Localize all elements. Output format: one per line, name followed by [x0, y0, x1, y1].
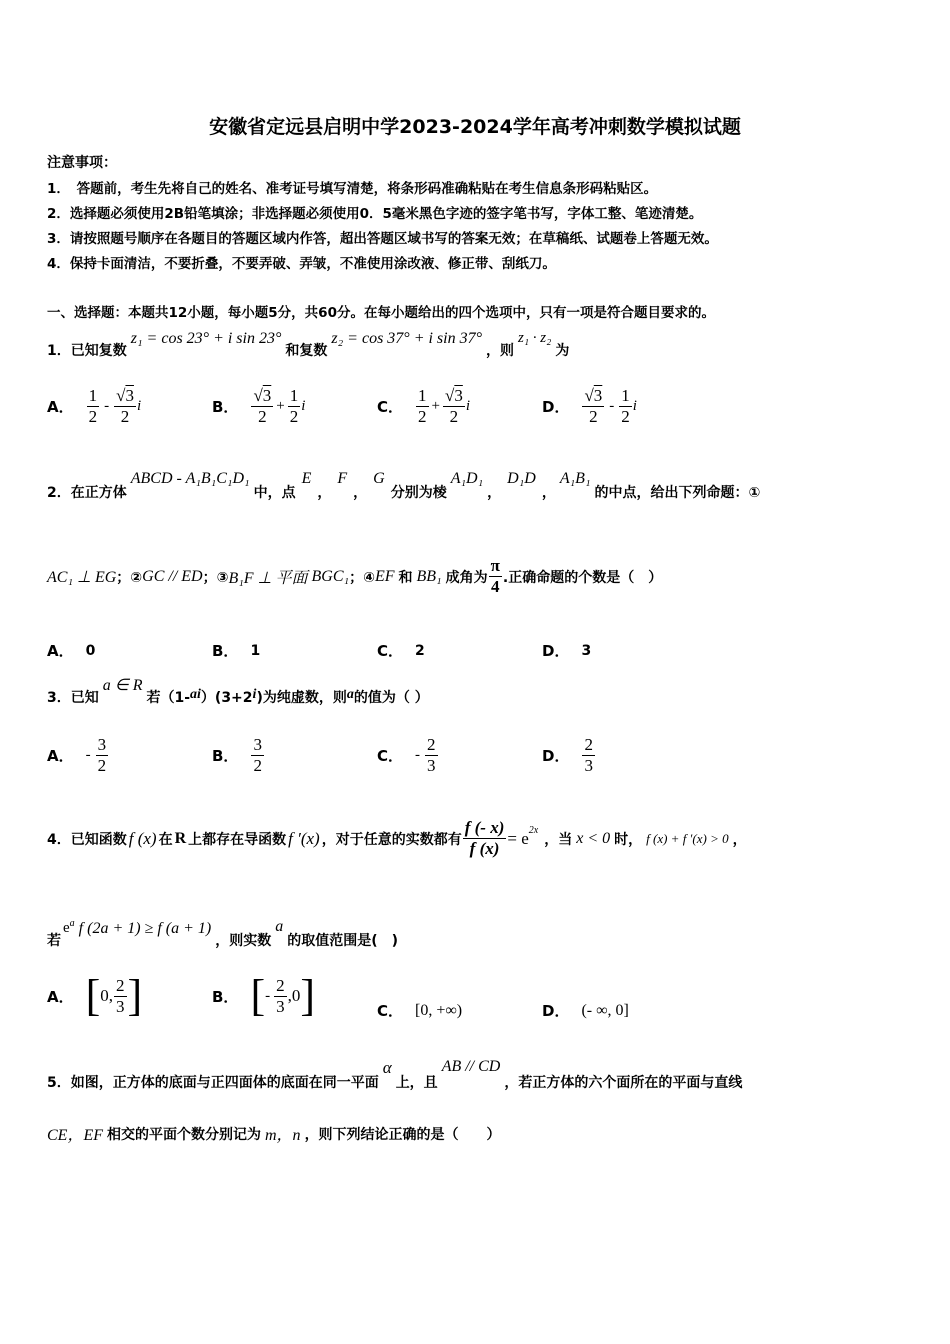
q3-option-a[interactable]	[47, 735, 109, 776]
notice-item: 4．保持卡面清洁，不要折叠，不要弄破、弄皱，不准使用涂改液、修正带、刮纸刀。	[47, 256, 556, 272]
numerator: 2	[116, 975, 125, 995]
section-heading: 一、选择题：本题共12小题，每小题5分，共60分。在每小题给出的四个选项中，只有一项是符合题目要求的。	[47, 305, 715, 321]
left-bracket: [	[85, 971, 101, 1020]
q3-ai: ai	[190, 687, 201, 702]
q2-tail: .正确命题的个数是（ ）	[502, 569, 663, 586]
question-3	[47, 675, 429, 707]
q4-stem: 在	[158, 831, 173, 848]
option-value: 2	[415, 642, 425, 659]
option-label: B．	[212, 642, 239, 660]
q2-prop-4-mid: 和	[398, 569, 413, 586]
q5-stem: ，若正方体的六个面所在的平面与直线	[504, 1075, 743, 1091]
q3-stem: ）(3+2	[200, 690, 253, 706]
q4-real-set: R	[174, 829, 187, 847]
q2-edge: D₁D	[507, 470, 536, 487]
denominator: 3	[584, 756, 593, 775]
option-label: D．	[542, 398, 570, 416]
q5-plane-alpha: α	[382, 1058, 392, 1077]
q4-equals-e: = e	[507, 828, 529, 848]
q4-stem: 4．已知函数	[47, 831, 127, 848]
option-label: D．	[542, 1002, 570, 1020]
q2-stem: 中，点	[253, 485, 296, 501]
q3-i: i	[252, 687, 257, 702]
option-label: C．	[377, 642, 404, 660]
q1-stem: 1．已知复数	[47, 343, 127, 359]
option-label: A．	[47, 987, 74, 1006]
question-2: 2．在正方体 ABCD - A₁B₁C₁D₁ 中，点 E ， F ， G 分别为棱 A₁D₁ ， D₁D ， A₁B₁ 的中点，给出下列命题：①	[47, 470, 761, 501]
option-label: D．	[542, 747, 570, 765]
q4-option-a[interactable]	[47, 971, 143, 1020]
q5-lines: CE，EF	[47, 1127, 103, 1144]
q1-option-b[interactable]: B． $\frac{√3}{2}$ + $\frac{1}{2}$ i	[212, 386, 306, 426]
q2-edge: A₁D₁	[450, 470, 484, 487]
option-label: C．	[377, 398, 404, 416]
notice-item: 2．选择题必须使用2B铅笔填涂；非选择题必须使用0．5毫米黑色字迹的签字笔书写，字体工整、笔迹清楚。	[47, 206, 703, 222]
q2-prop-3: B₁F ⊥ 平面	[228, 570, 308, 587]
q2-prop-2: GC // ED	[142, 567, 203, 585]
option-label: B．	[212, 747, 239, 765]
q1-z1: z₁ = cos 23° + i sin 23°	[130, 330, 282, 347]
minus-sign: -	[415, 747, 421, 763]
option-label: A．	[47, 398, 74, 416]
q5-stem: ，则下列结论正确的是（ ）	[304, 1126, 501, 1143]
q4-frac-num: f (- x)	[464, 818, 505, 837]
q5-parallel: AB // CD	[441, 1058, 501, 1075]
q3-condition: a ∈ R	[102, 677, 143, 694]
q2-option-c[interactable]	[377, 640, 425, 661]
q2-stem: 分别为棱	[390, 485, 447, 501]
denominator: 3	[276, 996, 285, 1016]
option-value: 0	[85, 642, 96, 659]
numerator: 3	[97, 735, 107, 754]
q3-stem: 若（1-	[146, 690, 191, 706]
option-label: A．	[47, 747, 74, 765]
denominator: 3	[116, 996, 125, 1016]
option-label: A．	[47, 642, 74, 660]
left-bracket: [	[250, 971, 266, 1020]
q1-stem-end: ，则	[486, 343, 514, 359]
q5-stem: 5．如图，正方体的底面与正四面体的底面在同一平面	[47, 1075, 379, 1091]
q3-a: a	[346, 687, 354, 702]
q4-inequality-2: f (2a + 1) ≥ f (a + 1)	[78, 920, 212, 937]
q4-fx: f (x)	[128, 828, 157, 848]
q4-option-b[interactable]	[212, 971, 315, 1020]
question-4	[47, 818, 747, 859]
q2-option-d[interactable]	[542, 640, 591, 661]
interval-end: ,0	[287, 986, 301, 1005]
q4-stem: 若	[47, 933, 61, 949]
interval-start: 0,	[100, 986, 114, 1005]
q2-option-a[interactable]	[47, 640, 95, 661]
q1-stem-mid: 和复数	[285, 343, 328, 359]
pi-denominator: 4	[491, 577, 500, 596]
q4-stem: ，对于任意的实数都有	[321, 831, 462, 848]
q4-stem: 的取值范围是( )	[287, 933, 399, 949]
page-title: 安徽省定远县启明中学2023-2024学年高考冲刺数学模拟试题	[209, 116, 741, 138]
option-label: D．	[542, 642, 570, 660]
q4-stem: 时，	[614, 831, 643, 848]
q2-sep: ；②	[116, 569, 143, 586]
numerator: 2	[584, 735, 593, 754]
numerator: 2	[276, 975, 285, 995]
right-bracket: ]	[127, 971, 143, 1020]
q3-option-b[interactable]	[212, 735, 265, 776]
interval: (- ∞, 0]	[581, 1001, 629, 1019]
q3-stem: 的值为（ ）	[353, 690, 429, 706]
q4-option-d[interactable]	[542, 1000, 629, 1021]
numerator: 2	[427, 735, 436, 754]
option-value: 1	[250, 642, 261, 659]
q4-condition: x < 0	[576, 829, 611, 847]
q4-frac-den: f (x)	[469, 839, 500, 858]
q1-option-d[interactable]: D． $\frac{√3}{2}$ - $\frac{1}{2}$ i	[542, 386, 637, 426]
denominator: 2	[253, 756, 262, 775]
q3-option-d[interactable]	[542, 735, 596, 776]
q1-z2: z₂ = cos 37° + i sin 37°	[331, 330, 482, 347]
q2-prop-4-angle: 成角为	[445, 569, 488, 586]
option-label: B．	[212, 987, 239, 1006]
q4-stem: ，则实数	[215, 933, 272, 949]
q2-prop-3-plane: BGC₁	[311, 567, 350, 585]
q2-option-b[interactable]	[212, 640, 260, 661]
q2-point-e: E	[301, 470, 312, 487]
interval: [0, +∞)	[415, 1001, 463, 1019]
q3-option-c[interactable]	[377, 735, 439, 776]
q2-edge: A₁B₁	[559, 470, 591, 487]
notice-item: 3．请按照题号顺序在各题目的答题区域内作答，超出答题区域书写的答案无效；在草稿纸、试题卷上答题无效。	[47, 231, 718, 247]
right-bracket: ]	[300, 971, 315, 1020]
question-5	[47, 1058, 742, 1092]
q4-derivative: f ′(x)	[288, 828, 320, 848]
q1-product: z₁ · z₂	[518, 330, 552, 346]
numerator: 3	[253, 735, 262, 754]
minus-sign: -	[265, 987, 271, 1004]
option-label: C．	[377, 1002, 404, 1020]
question-5-line2	[47, 1122, 501, 1145]
q2-point-g: G	[373, 470, 385, 487]
q4-a: a	[275, 918, 284, 935]
q4-option-c[interactable]	[377, 1000, 462, 1021]
minus-sign: -	[85, 747, 91, 763]
q5-mn: m，n	[265, 1127, 301, 1144]
pi-numerator: π	[490, 556, 500, 575]
q3-stem: )为纯虚数，则	[256, 690, 347, 706]
q4-stem: ，当	[544, 831, 573, 848]
q2-prop-4-edge: BB₁	[416, 567, 442, 585]
q2-cube: ABCD - A₁B₁C₁D₁	[130, 470, 250, 487]
option-label: B．	[212, 398, 239, 416]
notice-heading: 注意事项：	[47, 155, 117, 171]
q1-option-c[interactable]: C． $\frac{1}{2}$ + $\frac{√3}{2}$ i	[377, 386, 470, 426]
denominator: 2	[97, 756, 107, 775]
q2-sep: ；③	[202, 569, 229, 586]
q1-stem-tail: 为	[555, 343, 570, 359]
q5-stem: 相交的平面个数分别记为	[107, 1126, 261, 1143]
q5-stem: 上，且	[395, 1075, 438, 1091]
question-4-line2: 若 $e^a$ f (2a + 1) ≥ f (a + 1) ，则实数 a 的取值范围是( )	[47, 918, 399, 949]
notice-item: 1． 答题前，考生先将自己的姓名、准考证号填写清楚，将条形码准确粘贴在考生信息条形码粘贴区。	[47, 181, 658, 197]
question-2-propositions	[47, 556, 662, 597]
q1-option-a[interactable]: A． $\frac{1}{2}$ - $\frac{√3}{2}$ i	[47, 386, 142, 426]
q3-stem: 3．已知	[47, 690, 99, 706]
q4-inequality: f (x) + f ′(x) > 0	[646, 830, 729, 846]
q4-stem: 上都存在导函数	[188, 831, 287, 848]
option-label: C．	[377, 747, 404, 765]
q2-sep: ；④	[349, 569, 375, 586]
q2-point-f: F	[337, 470, 348, 487]
q2-stem: 2．在正方体	[47, 485, 127, 501]
q4-exponent: 2x	[528, 825, 539, 836]
q4-stem: ，	[732, 831, 747, 848]
option-value: 3	[581, 642, 592, 659]
q2-prop-4: EF	[374, 567, 395, 585]
q2-prop-1: AC₁ ⊥ EG	[47, 568, 117, 586]
q2-stem: 的中点，给出下列命题：①	[594, 485, 761, 501]
question-1	[47, 330, 569, 360]
denominator: 3	[427, 756, 436, 775]
